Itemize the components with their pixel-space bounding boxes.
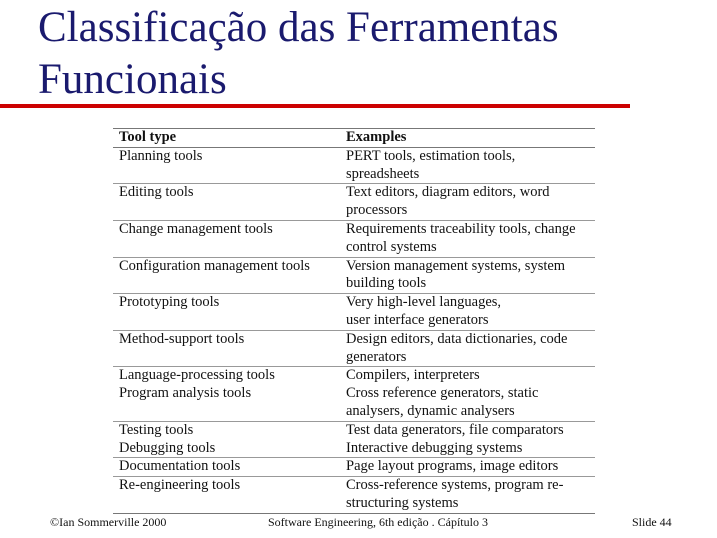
examples-line: user interface generators: [346, 311, 489, 328]
examples-cell: [340, 147, 595, 184]
table-row: [113, 477, 595, 514]
examples-line: Compilers, interpreters: [346, 367, 480, 384]
tool-type-cell: Prototyping tools: [119, 294, 220, 311]
table-row: [113, 294, 595, 331]
examples-line: Cross reference generators, static: [346, 385, 539, 402]
examples-line: processors: [346, 202, 408, 219]
examples-line: analysers, dynamic analysers: [346, 402, 515, 419]
examples-cell: [340, 477, 595, 514]
footer-copyright: ©Ian Sommerville 2000: [50, 515, 167, 529]
examples-cell: [340, 440, 595, 458]
slide-title-line-1: Classificação das Ferramentas: [38, 4, 559, 51]
tool-type-cell: Program analysis tools: [119, 385, 252, 402]
examples-line: Very high-level languages,: [346, 294, 502, 311]
tool-type-cell: Re-engineering tools: [119, 477, 241, 494]
tool-type-cell: Configuration management tools: [119, 257, 310, 274]
examples-line: Text editors, diagram editors, word: [346, 184, 550, 201]
examples-cell: [340, 184, 595, 221]
tool-type-cell: Documentation tools: [119, 458, 241, 475]
table-row: [113, 385, 595, 421]
table-row: [113, 367, 595, 385]
examples-line: Design editors, data dictionaries, code: [346, 330, 568, 347]
examples-line: Page layout programs, image editors: [346, 458, 559, 475]
table-row: [113, 220, 595, 257]
examples-cell: [340, 421, 595, 439]
examples-cell: [340, 458, 595, 477]
tool-type-cell: Testing tools: [119, 421, 194, 438]
table-header-row: [113, 129, 595, 148]
table-row: [113, 257, 595, 294]
tool-type-cell: Planning tools: [119, 147, 203, 164]
table-row: [113, 330, 595, 367]
examples-cell: [340, 367, 595, 385]
examples-line: Test data generators, file comparators: [346, 421, 564, 438]
examples-line: generators: [346, 348, 407, 365]
header-examples: Examples: [346, 129, 407, 145]
title-underline-rule: [0, 104, 630, 108]
tool-type-cell: Method-support tools: [119, 330, 245, 347]
table-row: [113, 458, 595, 477]
footer-slide-number: Slide 44: [632, 515, 672, 529]
tool-type-cell: Change management tools: [119, 220, 273, 237]
tool-type-cell: Debugging tools: [119, 439, 216, 456]
table-row: [113, 440, 595, 458]
examples-line: structuring systems: [346, 494, 459, 511]
table-row: [113, 147, 595, 184]
examples-cell: [340, 330, 595, 367]
examples-line: building tools: [346, 275, 427, 292]
examples-line: Interactive debugging systems: [346, 439, 523, 456]
examples-line: spreadsheets: [346, 165, 420, 182]
slide-title-line-2: Funcionais: [38, 56, 227, 103]
tool-type-cell: Language-processing tools: [119, 367, 275, 384]
footer-book-title: Software Engineering, 6th edição . Cápítulo 3: [268, 515, 488, 529]
examples-cell: [340, 220, 595, 257]
examples-cell: [340, 294, 595, 331]
slide-title: [38, 2, 678, 106]
table-row: [113, 184, 595, 221]
examples-line: Version management systems, system: [346, 257, 566, 274]
examples-cell: [340, 385, 595, 421]
table-body: [113, 147, 595, 513]
tool-classification-table: [113, 128, 595, 514]
examples-line: Requirements traceability tools, change: [346, 220, 576, 237]
examples-line: control systems: [346, 238, 437, 255]
examples-line: Cross-reference systems, program re-: [346, 477, 564, 494]
header-tool-type: Tool type: [119, 129, 177, 145]
examples-cell: [340, 257, 595, 294]
table-row: [113, 421, 595, 439]
examples-line: PERT tools, estimation tools,: [346, 147, 516, 164]
tool-type-cell: Editing tools: [119, 184, 194, 201]
